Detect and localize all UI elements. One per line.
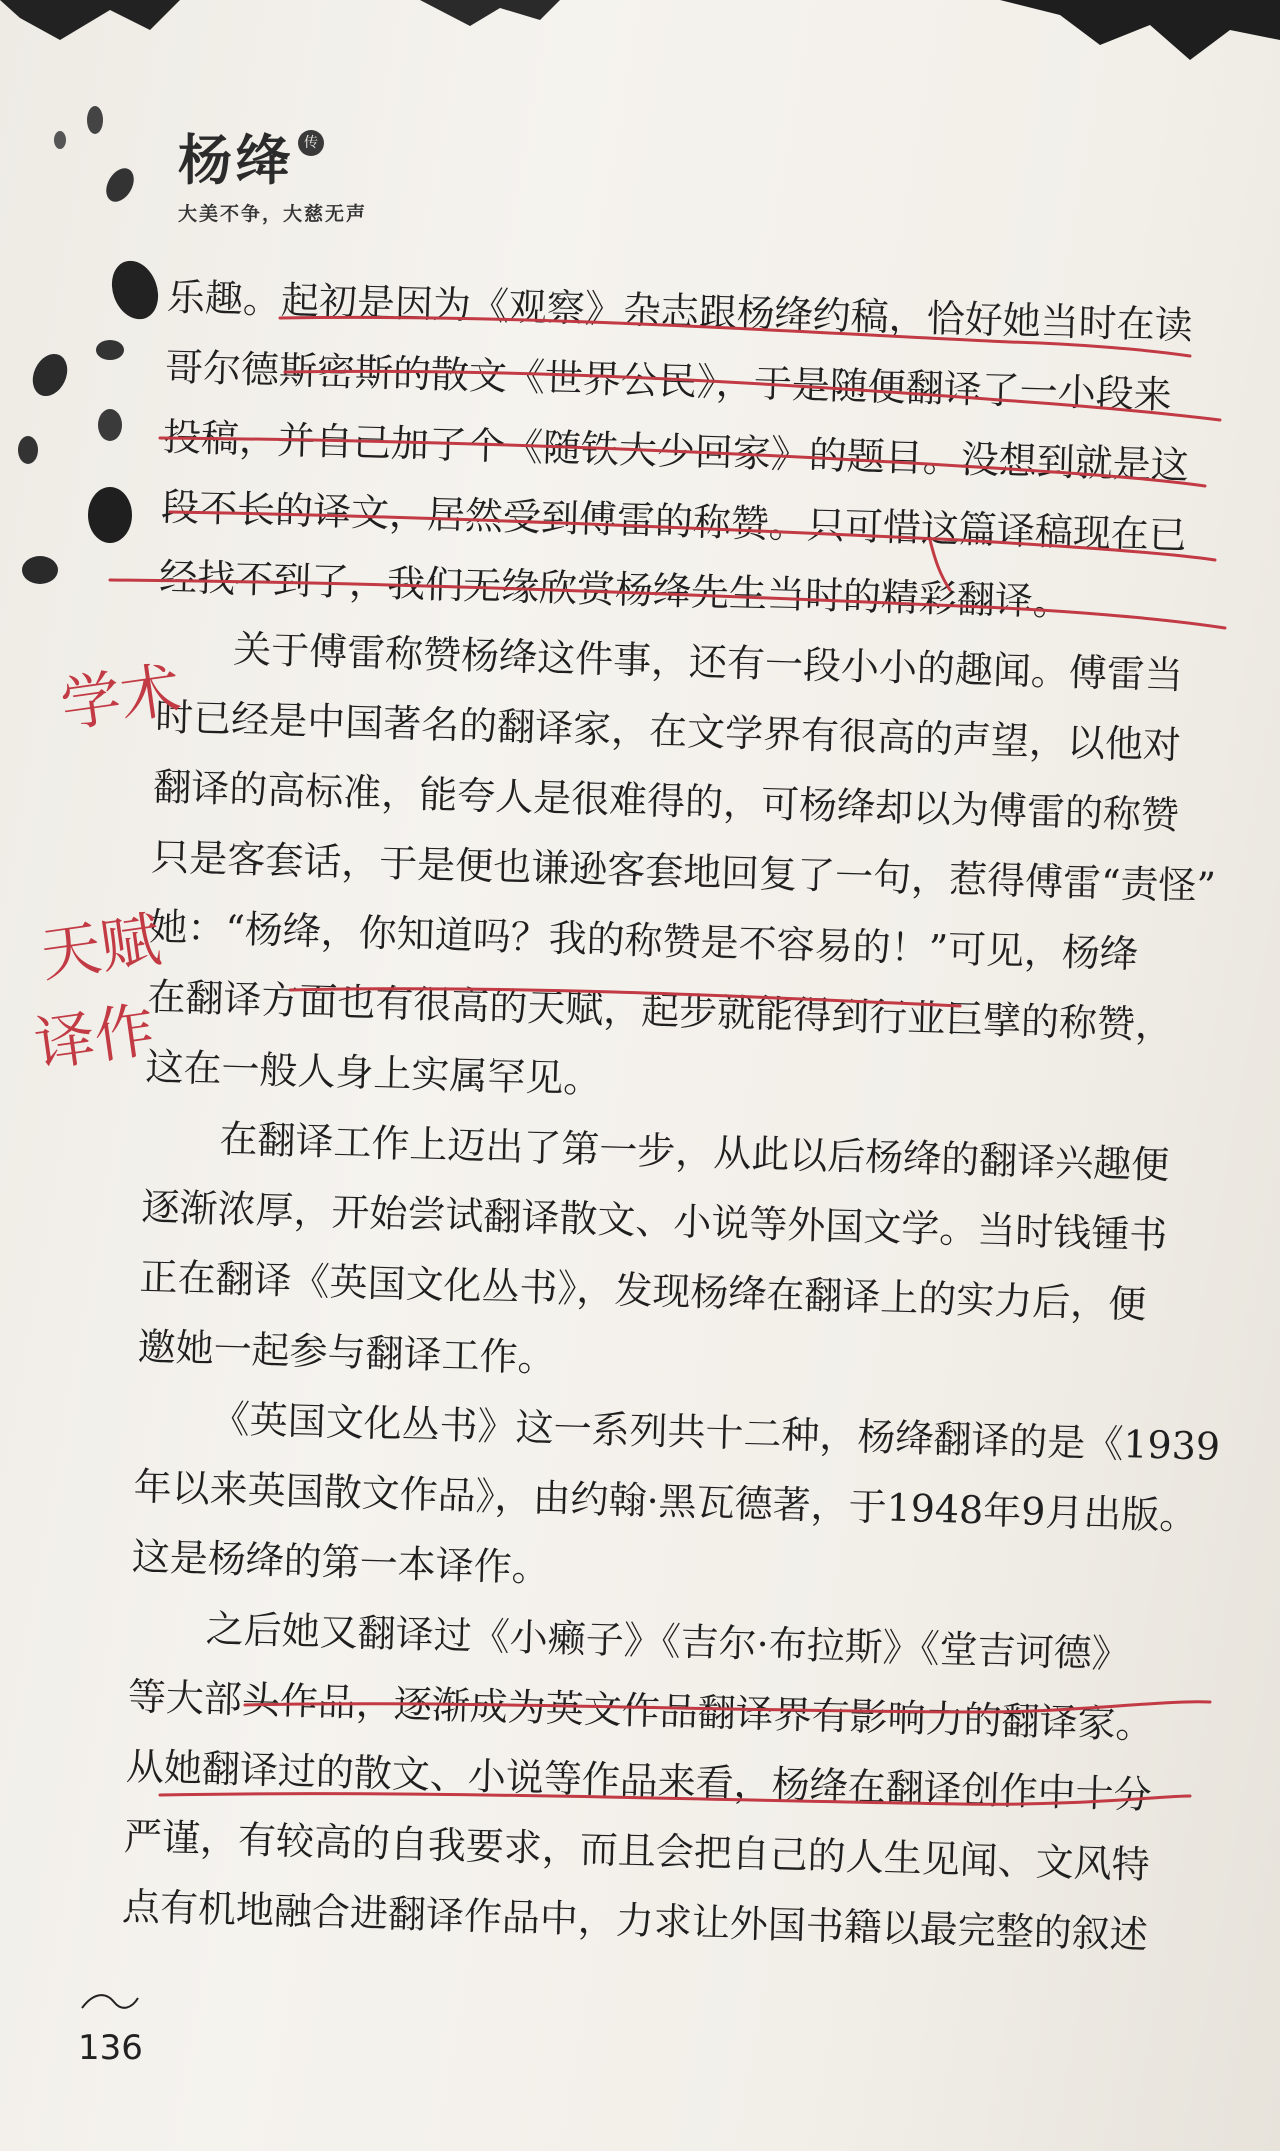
book-subtitle: 大美不争，大慈无声 — [178, 203, 368, 225]
text-line: 投稿，并自己加了个《随铁大少回家》的题目。没想到就是这 — [162, 414, 1190, 488]
margin-note-scholarship: 学术 — [56, 654, 185, 741]
ink-blotch-decoration — [0, 90, 160, 610]
text-line: 在翻译方面也有很高的天赋，起步就能得到行业巨擘的称赞， — [146, 974, 1174, 1048]
biography-badge: 传 — [298, 130, 324, 156]
text-line: 等大部头作品，逐渐成为英文作品翻译界有影响力的翻译家。 — [127, 1674, 1155, 1748]
margin-note-translation: 译作 — [30, 994, 159, 1081]
text-line: 时已经是中国著名的翻译家，在文学界有很高的声望，以他对 — [154, 694, 1182, 768]
text-line: 从她翻译过的散文、小说等作品来看，杨绛在翻译创作中十分 — [125, 1744, 1153, 1818]
ink-decoration-top — [0, 0, 1280, 70]
text-line: 点有机地融合进翻译作品中，力求让外国书籍以最完整的叙述 — [121, 1884, 1149, 1957]
text-line: 年以来英国散文作品》，由约翰·黑瓦德著，于1948年9月出版。 — [133, 1464, 1198, 1539]
text-line: 这在一般人身上实属罕见。 — [144, 1044, 602, 1102]
text-line: 逐渐浓厚，开始尝试翻译散文、小说等外国文学。当时钱锺书 — [140, 1184, 1168, 1258]
text-line: 她：“杨绛，你知道吗？我的称赞是不容易的！”可见，杨绛 — [148, 904, 1139, 977]
margin-note-talent: 天赋 — [36, 904, 165, 991]
text-line: 《英国文化丛书》这一系列共十二种，杨绛翻译的是《1939 — [211, 1396, 1221, 1469]
text-line: 关于傅雷称赞杨绛这件事，还有一段小小的趣闻。傅雷当 — [232, 626, 1184, 698]
text-line: 邀她一起参与翻译工作。 — [137, 1324, 557, 1381]
body-text — [121, 262, 1221, 1970]
text-line: 哥尔德斯密斯的散文《世界公民》，于是随便翻译了一小段来 — [164, 344, 1173, 418]
text-line: 翻译的高标准，能夸人是很难得的，可杨绛却以为傅雷的称赞 — [152, 764, 1180, 838]
text-line: 段不长的译文，居然受到傅雷的称赞。只可惜这篇译稿现在已 — [160, 484, 1188, 558]
text-line: 在翻译工作上迈出了第一步，从此以后杨绛的翻译兴趣便 — [218, 1116, 1170, 1188]
running-header — [178, 118, 367, 226]
text-line: 正在翻译《英国文化丛书》，发现杨绛在翻译上的实力后，便 — [139, 1254, 1147, 1327]
text-line: 乐趣。起初是因为《观察》杂志跟杨绛约稿，恰好她当时在读 — [166, 274, 1194, 348]
text-line: 经找不到了，我们无缘欣赏杨绛先生当时的精彩翻译。 — [158, 554, 1072, 625]
page-number: 136 — [78, 2028, 143, 2068]
text-line: 严谨，有较高的自我要求，而且会把自己的人生见闻、文风特 — [123, 1814, 1151, 1888]
book-title: 杨绛 — [178, 128, 294, 192]
text-line: 只是客套话，于是便也谦逊客套地回复了一句，惹得傅雷“责怪” — [150, 834, 1217, 909]
text-line: 之后她又翻译过《小癞子》《吉尔·布拉斯》《堂吉诃德》 — [205, 1606, 1131, 1677]
page-ornament — [80, 1990, 140, 2016]
text-line: 这是杨绛的第一本译作。 — [131, 1534, 551, 1591]
